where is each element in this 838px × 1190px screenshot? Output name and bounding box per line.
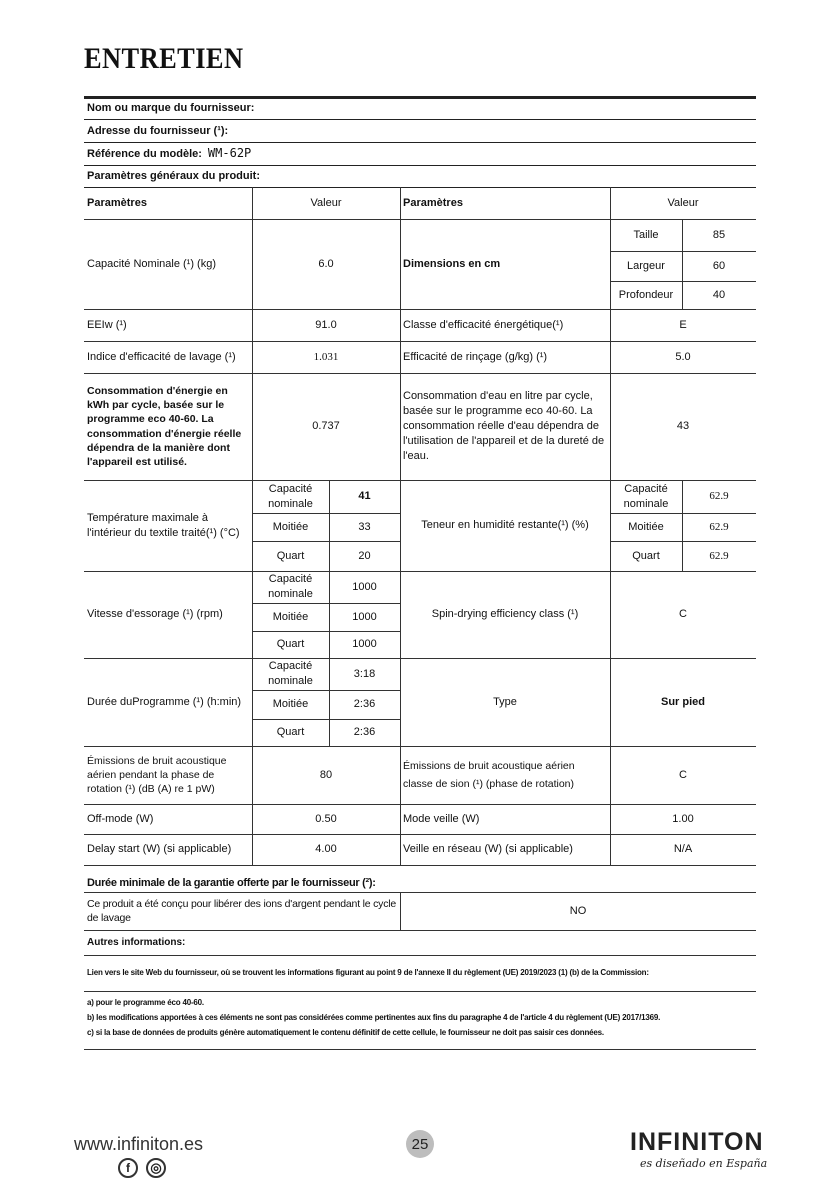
rule (84, 865, 756, 866)
silver-ions-value: NO (569, 904, 587, 917)
dim-height-label: Taille (633, 228, 659, 241)
rule (84, 119, 756, 120)
moisture-rated-value: 62.9 (709, 490, 729, 503)
dim-depth-label: Profondeur (618, 288, 674, 301)
model-value: WM-62P (207, 146, 252, 160)
duration-rated-label: Capacité nominale (268, 660, 313, 687)
instagram-icon[interactable]: ◎ (146, 1158, 166, 1178)
rule (84, 991, 756, 992)
duration-quarter-value: 2:36 (353, 726, 376, 739)
offmode-label: Off-mode (W) (87, 812, 154, 825)
dim-width-label: Largeur (627, 259, 665, 272)
delay-start-label: Delay start (W) (si applicable) (87, 843, 232, 856)
duration-half-label: Moitiée (272, 698, 309, 711)
spin-quarter-value: 1000 (352, 638, 377, 651)
spin-rated-value: 1000 (352, 580, 377, 593)
temp-quarter-value: 20 (358, 549, 371, 562)
noise-value: 80 (319, 768, 333, 781)
spin-half-value: 1000 (352, 610, 377, 623)
rule (84, 930, 756, 931)
duration-rated-value: 3:18 (353, 667, 376, 680)
other-info-label: Autres informations: (87, 937, 186, 949)
warranty-label: Durée minimale de la garantie offerte par le fournisseur (²): (87, 876, 376, 889)
page-number: 25 (406, 1130, 434, 1158)
model-reference (87, 146, 251, 160)
brand-logo: INFINITON (630, 1128, 764, 1156)
energy-consumption-value: 0.737 (312, 420, 340, 433)
note-b: b) les modifications apportées à ces éléments ne sont pas considérées comme pertinentes aux fins du paragraphe 4 de l'article 4 du règlement (UE) 2017/1369. (87, 1012, 661, 1022)
temp-rated-label: Capacité nominale (268, 482, 313, 510)
noise-label: Émissions de bruit acoustique aérien pendant la phase de rotation (¹) (dB (A) re 1 pW) (87, 754, 227, 796)
rule (84, 165, 756, 166)
noise-class-value: C (679, 768, 687, 781)
capacity-value: 6.0 (318, 257, 334, 270)
duration-quarter-label: Quart (276, 726, 305, 739)
moisture-half-label: Moitiée (628, 520, 664, 533)
energy-consumption-label: Consommation d'énergie en kWh par cycle, basée sur le programme eco 40-60. La consommation d'énergie réelle dépendra de la manière dont l'appareil est utilisé. (87, 384, 242, 468)
type-value: Sur pied (660, 695, 705, 708)
noise-class-label (400, 746, 610, 804)
temp-rated-value: 41 (358, 490, 371, 503)
eeiw-label: EEIw (¹) (87, 318, 127, 331)
moisture-half-value: 62.9 (709, 520, 729, 533)
value-header: Valeur (310, 196, 342, 209)
supplier-name-label: Nom ou marque du fournisseur: (87, 102, 255, 114)
rule (84, 142, 756, 143)
rule (84, 955, 756, 956)
note-a: a) pour le programme éco 40-60. (87, 997, 204, 1007)
page-title: ENTRETIEN (84, 42, 244, 75)
delay-start-value: 4.00 (315, 843, 337, 856)
rule (84, 1049, 756, 1050)
network-standby-value: N/A (673, 843, 693, 856)
moisture-quarter-value: 62.9 (709, 549, 729, 562)
note-c: c) si la base de données de produits génère automatiquement le contenu définitif de cette cellule, le fournisseur ne doit pas saisir ces données. (87, 1027, 604, 1037)
temp-half-value: 33 (358, 520, 371, 533)
spin-rated-label: Capacité nominale (268, 573, 313, 600)
silver-ions-label: Ce produit a été conçu pour libérer des ions d'argent pendant le cycle de lavage (87, 897, 397, 924)
supplier-address-label: Adresse du fournisseur (¹): (87, 125, 229, 137)
dim-width-value: 60 (712, 259, 726, 272)
supplier-link-note: Lien vers le site Web du fournisseur, où se trouvent les informations figurant au point 9 de l'annexe II du règlement (UE) 2019/2023 (1) (b) de la Commission: (87, 967, 649, 977)
rule (84, 96, 756, 99)
rinse-label: Efficacité de rinçage (g/kg) (¹) (403, 350, 548, 363)
capacity-label: Capacité Nominale (¹) (kg) (87, 257, 216, 270)
temp-quarter-label: Quart (276, 549, 305, 562)
standby-value: 1.00 (672, 812, 694, 825)
type-label: Type (493, 695, 517, 708)
noise-class-label-line2: classe de sion (¹) (phase de rotation) (403, 778, 574, 790)
network-standby-label: Veille en réseau (W) (si applicable) (403, 843, 573, 856)
rule (84, 187, 756, 188)
model-label: Référence du modèle: (87, 148, 202, 160)
brand-tagline: es diseñado en España (640, 1157, 768, 1170)
temperature-label: Température maximale à l'intérieur du textile traité(¹) (°C) (87, 511, 240, 539)
website-link[interactable]: www.infiniton.es (74, 1134, 204, 1154)
temp-half-label: Moitiée (272, 520, 309, 533)
spin-half-label: Moitiée (272, 610, 309, 623)
standby-label: Mode veille (W) (403, 812, 480, 825)
dim-height-value: 85 (712, 228, 726, 241)
spin-class-value: C (679, 608, 687, 621)
general-params-label: Paramètres généraux du produit: (87, 170, 260, 182)
duration-half-value: 2:36 (353, 698, 376, 711)
moisture-rated-label: Capacité nominale (623, 482, 669, 510)
energy-class-value: E (679, 318, 687, 331)
eeiw-value: 91.0 (315, 318, 337, 331)
moisture-label: Teneur en humidité restante(¹) (%) (421, 519, 589, 532)
spin-class-label: Spin-drying efficiency class (¹) (431, 608, 579, 621)
rinse-value: 5.0 (675, 350, 691, 363)
value-header: Valeur (667, 196, 699, 209)
dim-depth-value: 40 (712, 288, 726, 301)
spin-speed-label: Vitesse d'essorage (¹) (rpm) (87, 608, 223, 621)
water-consumption-value: 43 (676, 420, 690, 433)
offmode-value: 0.50 (315, 812, 337, 825)
param-header: Paramètres (403, 196, 463, 209)
water-consumption-label: Consommation d'eau en litre par cycle, basée sur le programme eco 40-60. La consommation réelle d'eau dépendra de l'utilisation de l'appareil et de la dureté de l'eau. (403, 390, 605, 462)
wash-index-value: 1.031 (313, 350, 339, 363)
noise-class-label-line1: Émissions de bruit acoustique aérien (403, 759, 575, 772)
duration-label: Durée duProgramme (¹) (h:min) (87, 695, 242, 708)
dimensions-label: Dimensions en cm (403, 257, 501, 270)
spin-quarter-label: Quart (276, 638, 305, 651)
param-header: Paramètres (87, 196, 147, 209)
energy-class-label: Classe d'efficacité énergétique(¹) (403, 318, 564, 331)
wash-index-label: Indice d'efficacité de lavage (¹) (87, 350, 236, 363)
moisture-quarter-label: Quart (632, 549, 660, 562)
facebook-icon[interactable]: f (118, 1158, 138, 1178)
